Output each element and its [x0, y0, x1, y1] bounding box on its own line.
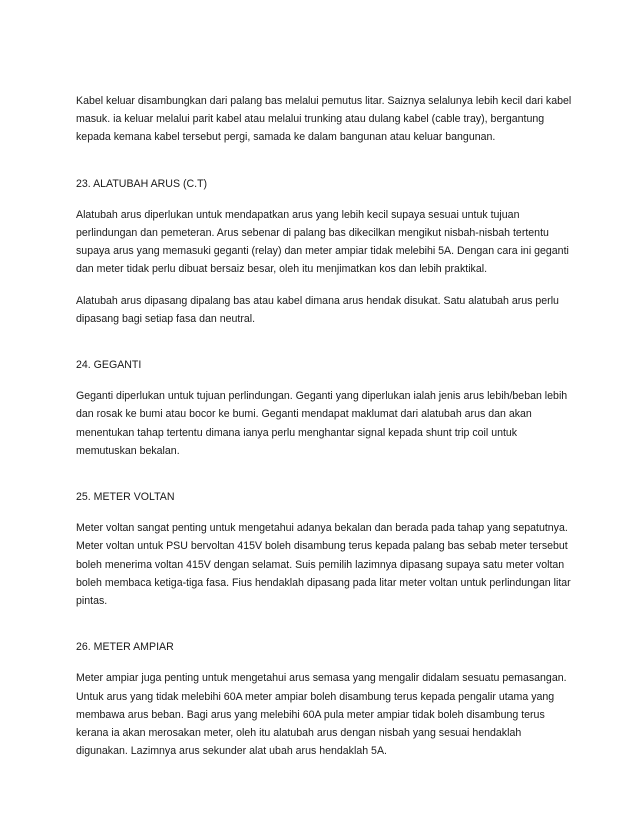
- section-heading-meter-voltan: 25. METER VOLTAN: [76, 491, 175, 504]
- section-heading-meter-ampiar: 26. METER AMPIAR: [76, 641, 174, 654]
- section-heading-alatubah-arus: 23. ALATUBAH ARUS (C.T): [76, 177, 208, 190]
- section-paragraph: Meter voltan sangat penting untuk mengetahui adanya bekalan dan berada pada tahap yang sepatutnya. Meter voltan untuk PSU bervoltan 415V boleh disambung terus kepada palang bas sebab meter tersebut boleh menerima voltan 415V dengan selamat. Suis pemilih lazimnya dipasang supaya satu meter voltan boleh membaca ketiga-tiga fasa. Fius hendaklah dipasang pada litar meter voltan untuk perlindungan litar pintas.: [76, 522, 571, 608]
- section-paragraph: Geganti diperlukan untuk tujuan perlindungan. Geganti yang diperlukan ialah jenis arus lebih/beban lebih dan rosak ke bumi atau bocor ke bumi. Geganti mendapat maklumat dari alatubah arus dan akan menentukan tahap tertentu dimana ianya perlu menghantar signal kepada shunt trip coil untuk memutuskan bekalan.: [76, 390, 568, 457]
- section-heading-geganti: 24. GEGANTI: [76, 359, 142, 372]
- section-paragraph: Alatubah arus dipasang dipalang bas atau kabel dimana arus hendak disukat. Satu alatubah arus perlu dipasang bagi setiap fasa dan neutral.: [76, 294, 559, 325]
- section-paragraph: Meter ampiar juga penting untuk mengetahui arus semasa yang mengalir didalam sesuatu pemasangan. Untuk arus yang tidak melebihi 60A meter ampiar boleh disambung terus kepada pengalir utama yang membawa arus beban. Bagi arus yang melebihi 60A pula meter ampiar tidak boleh disambung terus kerana ia akan merosakan meter, oleh itu alatubah arus dengan nisbah yang sesuai hendaklah digunakan. Lazimnya arus sekunder alat ubah arus hendaklah 5A.: [76, 672, 567, 758]
- document-body: [76, 92, 576, 773]
- section-paragraph: Alatubah arus diperlukan untuk mendapatkan arus yang lebih kecil supaya sesuai untuk tujuan perlindungan dan pemeteran. Arus sebenar di palang bas dikecilkan mengikut nisbah-nisbah tertentu supaya arus yang memasuki geganti (relay) dan meter ampiar tidak melebihi 5A. Dengan cara ini geganti dan meter tidak perlu dibuat bersaiz besar, oleh itu menjimatkan kos dan lebih praktikal.: [76, 208, 569, 276]
- intro-paragraph: Kabel keluar disambungkan dari palang bas melalui pemutus litar. Saiznya selalunya lebih kecil dari kabel masuk. ia keluar melalui parit kabel atau melalui trunking atau dulang kabel (cable tray), bergantung kepada kemana kabel tersebut pergi, samada ke dalam bangunan atau keluar bangunan.: [76, 95, 572, 144]
